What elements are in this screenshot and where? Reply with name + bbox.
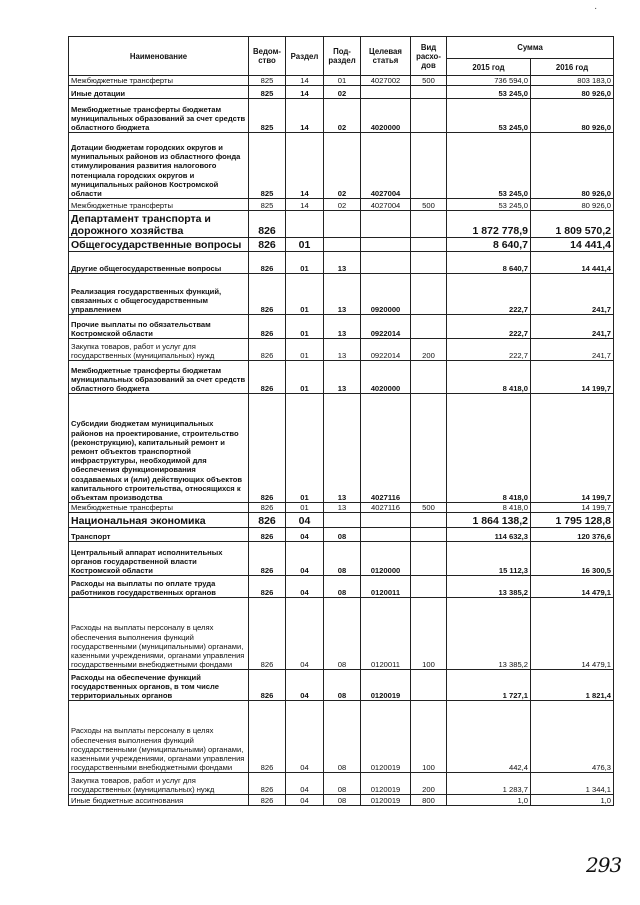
header-razdel: Раздел [286, 37, 324, 76]
cell-vedomstvo: 826 [249, 315, 286, 339]
cell-razdel: 04 [286, 513, 324, 528]
table-row [69, 133, 614, 199]
table-row [69, 361, 614, 394]
cell-vid-rashodov: 500 [411, 199, 447, 211]
cell-name: Расходы на выплаты персоналу в целях обеспечения выполнения функций государственными (муниципальными) органами, казенными учреждениями, органами управления государственными внебюджетными фондами [69, 598, 249, 670]
table-row [69, 576, 614, 598]
table-row [69, 86, 614, 99]
cell-vedomstvo: 826 [249, 252, 286, 274]
header-podrazdel: Под-раздел [324, 37, 361, 76]
cell-razdel: 04 [286, 773, 324, 795]
header-vid-rashodov: Вид расхо-дов [411, 37, 447, 76]
cell-sum-2015: 53 245,0 [447, 99, 531, 133]
cell-celevaya-statya: 0120019 [361, 795, 411, 806]
cell-razdel: 01 [286, 238, 324, 252]
cell-name: Закупка товаров, работ и услуг для государственных (муниципальных) нужд [69, 773, 249, 795]
cell-sum-2015: 53 245,0 [447, 133, 531, 199]
cell-name: Национальная экономика [69, 513, 249, 528]
cell-razdel: 04 [286, 542, 324, 576]
cell-razdel [286, 211, 324, 238]
cell-vid-rashodov: 100 [411, 598, 447, 670]
header-summa: Сумма [447, 37, 614, 59]
cell-razdel: 14 [286, 133, 324, 199]
cell-vedomstvo: 826 [249, 795, 286, 806]
cell-celevaya-statya: 0920000 [361, 274, 411, 315]
cell-celevaya-statya [361, 252, 411, 274]
cell-name: Расходы на выплаты по оплате труда работников государственных органов [69, 576, 249, 598]
cell-vid-rashodov [411, 394, 447, 503]
cell-sum-2016: 16 300,5 [531, 542, 614, 576]
table-row [69, 795, 614, 806]
cell-celevaya-statya [361, 86, 411, 99]
cell-sum-2015: 1 864 138,2 [447, 513, 531, 528]
cell-razdel: 01 [286, 315, 324, 339]
cell-podrazdel: 02 [324, 133, 361, 199]
cell-vid-rashodov [411, 670, 447, 701]
cell-razdel: 01 [286, 503, 324, 513]
cell-sum-2015: 53 245,0 [447, 86, 531, 99]
cell-sum-2015: 15 112,3 [447, 542, 531, 576]
cell-name: Межбюджетные трансферты [69, 76, 249, 86]
cell-sum-2015: 13 385,2 [447, 576, 531, 598]
budget-table-body [69, 76, 614, 806]
cell-vedomstvo: 826 [249, 598, 286, 670]
cell-sum-2016: 803 183,0 [531, 76, 614, 86]
cell-podrazdel [324, 211, 361, 238]
cell-razdel: 04 [286, 795, 324, 806]
cell-sum-2015: 1 872 778,9 [447, 211, 531, 238]
cell-sum-2015: 53 245,0 [447, 199, 531, 211]
corner-mark: · [594, 3, 598, 14]
cell-sum-2016: 1,0 [531, 795, 614, 806]
cell-podrazdel: 02 [324, 86, 361, 99]
cell-vedomstvo: 826 [249, 576, 286, 598]
cell-razdel: 01 [286, 274, 324, 315]
cell-vid-rashodov [411, 86, 447, 99]
cell-sum-2015: 736 594,0 [447, 76, 531, 86]
cell-vid-rashodov [411, 528, 447, 542]
table-row [69, 274, 614, 315]
cell-name: Расходы на обеспечение функций государственных органов, в том числе территориальных органов [69, 670, 249, 701]
table-row [69, 252, 614, 274]
cell-name: Межбюджетные трансферты бюджетам муниципальных образований за счет средств областного бюджета [69, 99, 249, 133]
cell-sum-2015: 1,0 [447, 795, 531, 806]
cell-podrazdel: 13 [324, 274, 361, 315]
cell-celevaya-statya: 4027116 [361, 394, 411, 503]
cell-sum-2016: 80 926,0 [531, 133, 614, 199]
cell-podrazdel: 01 [324, 76, 361, 86]
cell-sum-2015: 8 418,0 [447, 394, 531, 503]
header-vedomstvo: Ведом-ство [249, 37, 286, 76]
header-year-2015: 2015 год [447, 59, 531, 76]
cell-podrazdel: 02 [324, 199, 361, 211]
cell-podrazdel: 02 [324, 99, 361, 133]
cell-sum-2015: 1 283,7 [447, 773, 531, 795]
cell-sum-2016: 14 479,1 [531, 576, 614, 598]
cell-podrazdel: 13 [324, 315, 361, 339]
cell-vid-rashodov [411, 315, 447, 339]
header-name: Наименование [69, 37, 249, 76]
table-row [69, 99, 614, 133]
cell-vedomstvo: 825 [249, 86, 286, 99]
cell-razdel: 14 [286, 99, 324, 133]
cell-sum-2015: 222,7 [447, 315, 531, 339]
budget-table [68, 36, 614, 806]
cell-razdel: 04 [286, 670, 324, 701]
cell-sum-2015: 8 418,0 [447, 361, 531, 394]
cell-celevaya-statya: 4027002 [361, 76, 411, 86]
cell-podrazdel: 08 [324, 576, 361, 598]
cell-podrazdel: 08 [324, 795, 361, 806]
cell-vedomstvo: 826 [249, 339, 286, 361]
cell-razdel: 04 [286, 598, 324, 670]
cell-name: Транспорт [69, 528, 249, 542]
cell-podrazdel: 13 [324, 252, 361, 274]
cell-razdel: 14 [286, 86, 324, 99]
table-row [69, 339, 614, 361]
cell-name: Межбюджетные трансферты [69, 503, 249, 513]
cell-name: Иные дотации [69, 86, 249, 99]
cell-sum-2016: 241,7 [531, 274, 614, 315]
cell-vedomstvo: 826 [249, 670, 286, 701]
cell-vedomstvo: 825 [249, 99, 286, 133]
cell-vedomstvo: 826 [249, 238, 286, 252]
cell-podrazdel: 08 [324, 542, 361, 576]
table-row [69, 76, 614, 86]
cell-podrazdel: 08 [324, 701, 361, 773]
cell-podrazdel [324, 238, 361, 252]
cell-sum-2015: 222,7 [447, 339, 531, 361]
cell-vid-rashodov: 200 [411, 339, 447, 361]
cell-razdel: 01 [286, 252, 324, 274]
cell-vid-rashodov: 800 [411, 795, 447, 806]
cell-name: Другие общегосударственные вопросы [69, 252, 249, 274]
table-row [69, 211, 614, 238]
cell-name: Иные бюджетные ассигнования [69, 795, 249, 806]
cell-razdel: 01 [286, 394, 324, 503]
cell-sum-2015: 13 385,2 [447, 598, 531, 670]
cell-sum-2016: 476,3 [531, 701, 614, 773]
cell-celevaya-statya: 0120011 [361, 576, 411, 598]
cell-sum-2016: 120 376,6 [531, 528, 614, 542]
cell-vid-rashodov [411, 133, 447, 199]
cell-vedomstvo: 826 [249, 394, 286, 503]
cell-vid-rashodov [411, 576, 447, 598]
cell-celevaya-statya: 0120011 [361, 598, 411, 670]
cell-vedomstvo: 826 [249, 513, 286, 528]
cell-sum-2016: 1 344,1 [531, 773, 614, 795]
cell-vedomstvo: 826 [249, 211, 286, 238]
cell-vedomstvo: 826 [249, 773, 286, 795]
cell-celevaya-statya [361, 528, 411, 542]
cell-name: Прочие выплаты по обязательствам Костромской области [69, 315, 249, 339]
cell-sum-2015: 8 418,0 [447, 503, 531, 513]
cell-name: Общегосударственные вопросы [69, 238, 249, 252]
table-row [69, 315, 614, 339]
cell-podrazdel [324, 513, 361, 528]
table-row [69, 528, 614, 542]
cell-sum-2015: 222,7 [447, 274, 531, 315]
cell-podrazdel: 13 [324, 503, 361, 513]
cell-sum-2015: 8 640,7 [447, 252, 531, 274]
cell-vedomstvo: 826 [249, 542, 286, 576]
cell-vedomstvo: 826 [249, 503, 286, 513]
cell-sum-2016: 14 441,4 [531, 238, 614, 252]
cell-celevaya-statya: 0922014 [361, 339, 411, 361]
cell-vedomstvo: 826 [249, 701, 286, 773]
cell-podrazdel: 08 [324, 773, 361, 795]
cell-name: Субсидии бюджетам муниципальных районов на проектирование, строительство (реконструкцию), капитальный ремонт и ремонт объектов транспортной инфраструктуры, необходимой для обеспечения функционирования создаваемых и (или) действующих объектов капитального строительства, относящихся к объектам производства [69, 394, 249, 503]
cell-razdel: 04 [286, 701, 324, 773]
cell-razdel: 01 [286, 361, 324, 394]
cell-celevaya-statya: 4020000 [361, 361, 411, 394]
cell-celevaya-statya [361, 513, 411, 528]
cell-celevaya-statya: 0120019 [361, 773, 411, 795]
cell-vid-rashodov [411, 99, 447, 133]
cell-vid-rashodov [411, 252, 447, 274]
header-celevaya-statya: Целевая статья [361, 37, 411, 76]
cell-podrazdel: 08 [324, 598, 361, 670]
cell-sum-2016: 241,7 [531, 339, 614, 361]
cell-celevaya-statya [361, 238, 411, 252]
cell-podrazdel: 08 [324, 528, 361, 542]
table-row [69, 670, 614, 701]
cell-celevaya-statya: 4027004 [361, 199, 411, 211]
cell-vid-rashodov [411, 542, 447, 576]
cell-vid-rashodov: 200 [411, 773, 447, 795]
cell-podrazdel: 13 [324, 361, 361, 394]
cell-sum-2015: 442,4 [447, 701, 531, 773]
cell-vid-rashodov [411, 513, 447, 528]
cell-vedomstvo: 826 [249, 361, 286, 394]
cell-podrazdel: 08 [324, 670, 361, 701]
cell-celevaya-statya: 4020000 [361, 99, 411, 133]
cell-vid-rashodov: 100 [411, 701, 447, 773]
table-row [69, 238, 614, 252]
cell-sum-2015: 8 640,7 [447, 238, 531, 252]
table-row [69, 701, 614, 773]
budget-table-sheet [68, 36, 613, 806]
header-year-2016: 2016 год [531, 59, 614, 76]
cell-razdel: 01 [286, 339, 324, 361]
cell-sum-2016: 14 199,7 [531, 361, 614, 394]
cell-vid-rashodov [411, 211, 447, 238]
cell-vid-rashodov [411, 238, 447, 252]
cell-vid-rashodov [411, 361, 447, 394]
table-row [69, 199, 614, 211]
cell-sum-2016: 14 199,7 [531, 394, 614, 503]
cell-celevaya-statya: 0120019 [361, 701, 411, 773]
cell-celevaya-statya: 4027004 [361, 133, 411, 199]
cell-sum-2016: 14 199,7 [531, 503, 614, 513]
table-row [69, 394, 614, 503]
cell-vedomstvo: 826 [249, 274, 286, 315]
cell-sum-2015: 1 727,1 [447, 670, 531, 701]
cell-vid-rashodov: 500 [411, 76, 447, 86]
table-row [69, 503, 614, 513]
cell-vid-rashodov [411, 274, 447, 315]
cell-podrazdel: 13 [324, 339, 361, 361]
cell-sum-2016: 241,7 [531, 315, 614, 339]
cell-sum-2016: 14 441,4 [531, 252, 614, 274]
cell-celevaya-statya: 0120019 [361, 670, 411, 701]
cell-razdel: 04 [286, 528, 324, 542]
cell-razdel: 14 [286, 199, 324, 211]
cell-celevaya-statya: 4027116 [361, 503, 411, 513]
cell-name: Реализация государственных функций, связанных с общегосударственным управлением [69, 274, 249, 315]
cell-sum-2015: 114 632,3 [447, 528, 531, 542]
cell-name: Департамент транспорта и дорожного хозяйства [69, 211, 249, 238]
cell-celevaya-statya: 0120000 [361, 542, 411, 576]
cell-razdel: 14 [286, 76, 324, 86]
table-row [69, 598, 614, 670]
cell-celevaya-statya [361, 211, 411, 238]
cell-name: Расходы на выплаты персоналу в целях обеспечения выполнения функций государственными (муниципальными) органами, казенными учреждениями, органами управления государственными внебюджетными фондами [69, 701, 249, 773]
cell-name: Закупка товаров, работ и услуг для государственных (муниципальных) нужд [69, 339, 249, 361]
cell-vedomstvo: 825 [249, 199, 286, 211]
cell-sum-2016: 14 479,1 [531, 598, 614, 670]
table-row [69, 542, 614, 576]
cell-name: Центральный аппарат исполнительных органов государственной власти Костромской области [69, 542, 249, 576]
cell-vid-rashodov: 500 [411, 503, 447, 513]
cell-podrazdel: 13 [324, 394, 361, 503]
cell-celevaya-statya: 0922014 [361, 315, 411, 339]
cell-sum-2016: 80 926,0 [531, 86, 614, 99]
cell-razdel: 04 [286, 576, 324, 598]
cell-sum-2016: 1 795 128,8 [531, 513, 614, 528]
cell-vedomstvo: 825 [249, 76, 286, 86]
cell-sum-2016: 1 809 570,2 [531, 211, 614, 238]
cell-sum-2016: 80 926,0 [531, 99, 614, 133]
cell-name: Межбюджетные трансферты бюджетам муниципальных образований за счет средств областного бюджета [69, 361, 249, 394]
cell-vedomstvo: 825 [249, 133, 286, 199]
table-row [69, 513, 614, 528]
cell-sum-2016: 1 821,4 [531, 670, 614, 701]
cell-sum-2016: 80 926,0 [531, 199, 614, 211]
cell-vedomstvo: 826 [249, 528, 286, 542]
page-number: 293 [586, 853, 622, 877]
cell-name: Межбюджетные трансферты [69, 199, 249, 211]
table-row [69, 773, 614, 795]
cell-name: Дотации бюджетам городских округов и мунипальных районов из областного фонда стимулирования развития налогового потенциала городских округов и муниципальных районов Костромской области [69, 133, 249, 199]
